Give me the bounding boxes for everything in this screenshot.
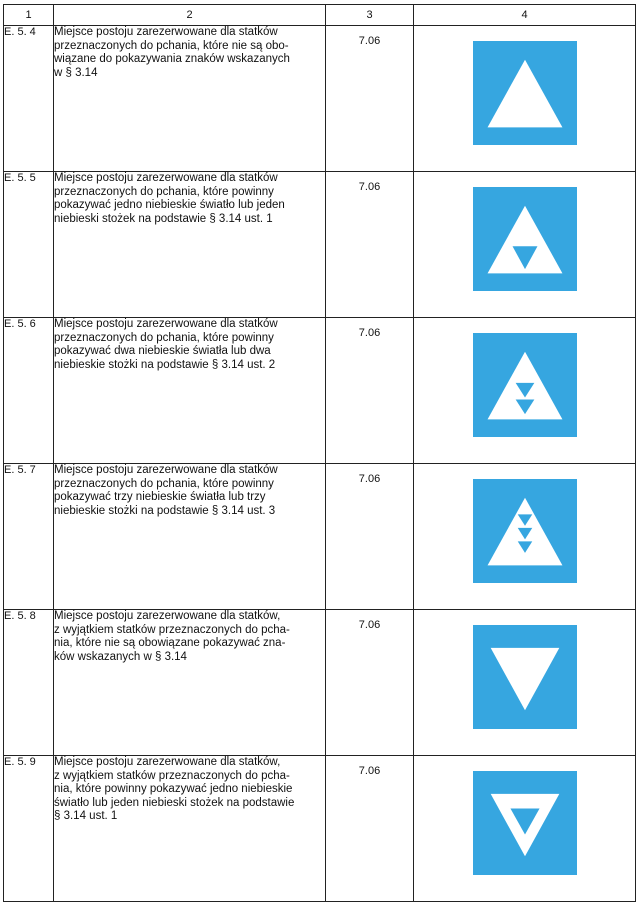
description-line: niebieskie stożki na podstawie § 3.14 ust. 2 [54, 358, 276, 371]
table-row [4, 756, 636, 902]
sign-cell [414, 464, 636, 610]
description-line: Miejsce postoju zarezerwowane dla statków [54, 172, 278, 184]
header-col-1: 1 [4, 5, 54, 26]
description-line: przeznaczonych do pchania, które nie są obo- [54, 39, 289, 52]
table-row [4, 318, 636, 464]
sign-cell [414, 26, 636, 172]
description-line: Miejsce postoju zarezerwowane dla statków [54, 464, 278, 476]
table-row [4, 26, 636, 172]
sign-code: E. 5. 6 [4, 318, 54, 464]
white-triangle-up-icon [473, 41, 577, 145]
rule-reference: 7.06 [326, 756, 414, 902]
white-triangle-up-two-blue-cones-icon [473, 333, 577, 437]
description-line: przeznaczonych do pchania, które powinny [54, 477, 274, 490]
description-line: przeznaczonych do pchania, które powinny [54, 185, 274, 198]
sign-description [54, 756, 326, 902]
description-line: z wyjątkiem statków przeznaczonych do pcha- [54, 769, 290, 782]
rule-reference: 7.06 [326, 610, 414, 756]
description-line: niebieski stożek na podstawie § 3.14 ust. 1 [54, 212, 273, 225]
description-line: w § 3.14 [54, 66, 98, 79]
signs-table [3, 4, 636, 902]
table-row [4, 464, 636, 610]
description-line: wiązane do pokazywania znaków wskazanych [54, 53, 290, 65]
description-line: pokazywać dwa niebieskie światła lub dwa [54, 345, 271, 357]
table-row [4, 610, 636, 756]
sign-code: E. 5. 4 [4, 26, 54, 172]
white-triangle-down-one-blue-cone-icon [473, 771, 577, 875]
description-line: Miejsce postoju zarezerwowane dla statków, [54, 756, 281, 768]
table-row [4, 172, 636, 318]
header-col-4: 4 [414, 5, 636, 26]
sign-cell [414, 610, 636, 756]
sign-code: E. 5. 5 [4, 172, 54, 318]
description-line: z wyjątkiem statków przeznaczonych do pcha- [54, 623, 290, 636]
header-col-3: 3 [326, 5, 414, 26]
rule-reference: 7.06 [326, 172, 414, 318]
rule-reference: 7.06 [326, 26, 414, 172]
description-line: nia, które nie są obowiązane pokazywać zna- [54, 637, 286, 649]
sign-code: E. 5. 7 [4, 464, 54, 610]
description-line: Miejsce postoju zarezerwowane dla statków, [54, 610, 281, 622]
sign-code: E. 5. 9 [4, 756, 54, 902]
header-row [4, 5, 636, 26]
sign-description [54, 26, 326, 172]
description-line: niebieskie stożki na podstawie § 3.14 ust. 3 [54, 504, 276, 517]
sign-description [54, 610, 326, 756]
description-line: przeznaczonych do pchania, które powinny [54, 331, 274, 344]
rule-reference: 7.06 [326, 464, 414, 610]
rule-reference: 7.06 [326, 318, 414, 464]
description-line: Miejsce postoju zarezerwowane dla statków [54, 318, 278, 330]
description-line: ków wskazanych w § 3.14 [54, 650, 187, 663]
description-line: pokazywać jedno niebieskie światło lub jeden [54, 199, 285, 211]
sign-code: E. 5. 8 [4, 610, 54, 756]
white-triangle-down-icon [473, 625, 577, 729]
sign-cell [414, 318, 636, 464]
white-triangle-up-one-blue-cone-icon [473, 187, 577, 291]
description-line: nia, które powinny pokazywać jedno niebieskie [54, 783, 293, 795]
sign-cell [414, 172, 636, 318]
header-col-2: 2 [54, 5, 326, 26]
white-triangle-up-three-blue-cones-icon [473, 479, 577, 583]
description-line: Miejsce postoju zarezerwowane dla statków [54, 26, 278, 38]
description-line: pokazywać trzy niebieskie światła lub trzy [54, 491, 266, 503]
description-line: światło lub jeden niebieski stożek na podstawie [54, 796, 295, 809]
description-line: § 3.14 ust. 1 [54, 810, 118, 822]
sign-description [54, 318, 326, 464]
sign-description [54, 172, 326, 318]
sign-description [54, 464, 326, 610]
sign-cell [414, 756, 636, 902]
